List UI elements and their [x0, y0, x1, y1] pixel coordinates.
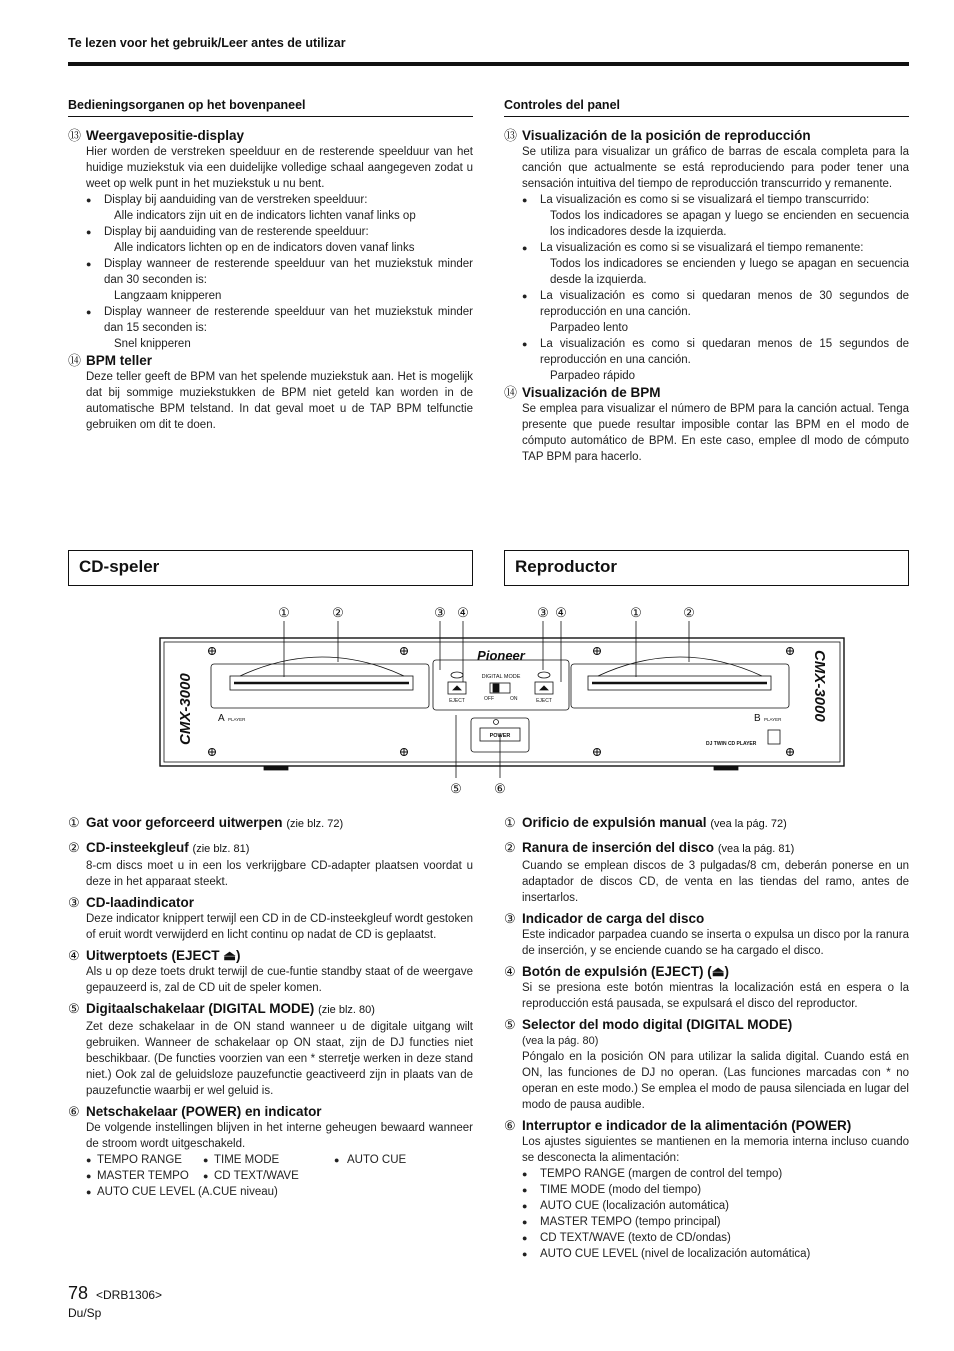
- bullet-item: ● La visualización es como si quedaran menos de 30 segundos de reproducción en una canción.: [522, 288, 909, 320]
- callout-3-left: ③: [434, 605, 446, 620]
- setting-item: ● AUTO CUE: [334, 1152, 474, 1168]
- item-title: Indicador de carga del disco: [522, 911, 705, 926]
- item-14-es: [504, 384, 909, 465]
- bullet-item: ● Display bij aanduiding van de verstreken speelduur:: [86, 192, 473, 208]
- switch-on-label: ON: [510, 696, 518, 702]
- bottom-left-column: [68, 814, 473, 1200]
- bullet-item: ● Display wanneer de resterende speelduur van het muziekstuk minder dan 30 seconden is:: [86, 256, 473, 288]
- callout-2-left: ②: [332, 605, 344, 620]
- part-1-nl: [68, 814, 473, 833]
- part-6-nl: [68, 1103, 473, 1200]
- player-b-label: B: [754, 713, 761, 724]
- item-title: Botón de expulsión (EJECT) (⏏): [522, 964, 730, 979]
- item-title: Uitwerptoets (EJECT ⏏): [86, 948, 241, 963]
- setting-item: ● TIME MODE: [203, 1152, 334, 1168]
- item-number: ⑥: [504, 1118, 516, 1133]
- callout-4-right: ④: [555, 605, 567, 620]
- item-number: ⑤: [68, 1001, 80, 1016]
- bullet-sub: Alle indicators lichten op en de indicators doven vanaf links: [114, 242, 415, 254]
- setting-item: ● TEMPO RANGE: [86, 1152, 203, 1168]
- item-ref: (vea la pág. 72): [710, 818, 787, 830]
- part-3-es: [504, 910, 909, 959]
- bullet-item: ● Display bij aanduiding van de resterende speelduur:: [86, 224, 473, 240]
- item-text: De volgende instellingen blijven in het interne geheugen bewaard wanneer de stroom wordt uitgeschakeld.: [86, 1122, 473, 1150]
- part-2-es: [504, 839, 909, 906]
- item-13-es: [504, 127, 909, 384]
- player-b-suffix: PLAYER: [764, 717, 782, 722]
- setting-item: ● CD TEXT/WAVE: [203, 1168, 334, 1184]
- power-label: POWER: [489, 733, 511, 739]
- item-ref: (vea la pág. 80): [522, 1035, 599, 1047]
- top-left-column: [68, 97, 473, 433]
- player-a-suffix: PLAYER: [228, 717, 246, 722]
- bullet-sub: Parpadeo rápido: [550, 370, 636, 382]
- item-number: ⑥: [68, 1104, 80, 1119]
- part-1-es: [504, 814, 909, 833]
- item-number: ③: [504, 911, 516, 926]
- item-number: ①: [68, 815, 80, 830]
- bullet-item: ● TIME MODE (modo del tiempo): [522, 1182, 909, 1198]
- item-title: Digitaalschakelaar (DIGITAL MODE): [86, 1001, 315, 1016]
- item-title: Weergavepositie-display: [86, 128, 245, 143]
- item-number: ⑭: [504, 385, 518, 400]
- digital-mode-label: DIGITAL MODE: [481, 674, 521, 680]
- item-title: BPM teller: [86, 353, 153, 368]
- item-number: ④: [68, 948, 80, 963]
- bullet-item: ● La visualización es como si quedaran menos de 15 segundos de reproducción en una canción.: [522, 336, 909, 368]
- bullet-sub: Todos los indicadores se encienden y luego se apagan en secuencia desde la izquierda.: [550, 258, 909, 286]
- item-ref: (zie blz. 72): [286, 818, 344, 830]
- cd-logo-icon: [768, 730, 780, 744]
- bullet-item: ● AUTO CUE LEVEL (nivel de localización automática): [522, 1246, 909, 1262]
- bullet-item: ● TEMPO RANGE (margen de control del tempo): [522, 1166, 909, 1182]
- item-text: Se utiliza para visualizar un gráfico de barras de escala completa para la canción que actualmente se está reproduciendo para poder tener una sensación intuitiva del tiempo de reproducción transcurrido y remanente.: [522, 146, 909, 190]
- item-text: Hier worden de verstreken speelduur en de resterende speelduur van het huidige muziekstuk via een duidelijke volledige schaal aangegeven zodat u weet op welk punt in het muziekstuk u nu bent.: [86, 146, 473, 190]
- item-ref: (zie blz. 81): [192, 843, 250, 855]
- item-title: CD-laadindicator: [86, 895, 195, 910]
- item-title: Netschakelaar (POWER) en indicator: [86, 1104, 322, 1119]
- part-4-es: [504, 963, 909, 1012]
- item-title: CD-insteekgleuf: [86, 840, 189, 855]
- bullet-item: ● MASTER TEMPO (tempo principal): [522, 1214, 909, 1230]
- part-5-nl: [68, 1000, 473, 1099]
- item-text: Cuando se emplean discos de 3 pulgadas/8 cm, deberán ponerse en un adaptador de discos CD, de venta en las tiendas del ramo, antes de insertarlos.: [522, 860, 909, 904]
- bullet-item: ● Display wanneer de resterende speelduur van het muziekstuk minder dan 15 seconden is:: [86, 304, 473, 336]
- item-14-nl: [68, 352, 473, 433]
- callout-2-right: ②: [683, 605, 695, 620]
- bullet-sub: Snel knipperen: [114, 338, 191, 350]
- item-text: Deze indicator knippert terwijl een CD in de CD-insteekgleuf wordt gestoken of eruit wordt verwijderd en licht continu op nadat de CD is geplaatst.: [86, 913, 473, 941]
- item-title: Selector del modo digital (DIGITAL MODE): [522, 1017, 793, 1032]
- section-reproductor: Reproductor: [504, 550, 909, 586]
- cd-player-diagram: [0, 600, 954, 800]
- item-number: ⑭: [68, 353, 82, 368]
- item-number: ②: [68, 840, 80, 855]
- item-number: ⑬: [68, 128, 82, 143]
- item-number: ②: [504, 840, 516, 855]
- item-text: 8-cm discs moet u in een los verkrijgbare CD-adapter plaatsen voordat u deze in het apparaat steekt.: [86, 860, 473, 888]
- callout-1-left: ①: [278, 605, 290, 620]
- page-header-title: Te lezen voor het gebruik/Leer antes de utilizar: [68, 36, 346, 50]
- item-13-nl: [68, 127, 473, 352]
- item-title: Gat voor geforceerd uitwerpen: [86, 815, 283, 830]
- page-number: 78: [68, 1283, 89, 1303]
- item-text: Als u op deze toets drukt terwijl de cue-funtie standby staat of de weergave gepauzeerd is, zal de CD uit de speler komen.: [86, 966, 473, 994]
- item-title: Interruptor e indicador de la alimentación (POWER): [522, 1118, 852, 1133]
- eject-label-right: EJECT: [536, 698, 552, 704]
- bullet-item: ● CD TEXT/WAVE (texto de CD/ondas): [522, 1230, 909, 1246]
- document-code: <DRB1306>: [96, 1288, 163, 1302]
- item-title: Ranura de inserción del disco: [522, 840, 715, 855]
- language-code: Du/Sp: [68, 1306, 102, 1320]
- item-text: Este indicador parpadea cuando se inserta o expulsa un disco por la ranura de inserción, y se enciende cuando se ha cargado el disco.: [522, 929, 909, 957]
- player-a-label: A: [218, 713, 225, 724]
- bullet-item: ● La visualización es como si se visualizará el tiempo remanente:: [522, 240, 909, 256]
- top-right-column: [504, 97, 909, 465]
- bullet-sub: Todos los indicadores se apagan y luego se encienden en secuencia los indicadores desde la izquierda.: [550, 210, 909, 238]
- bullet-sub: Langzaam knipperen: [114, 290, 222, 302]
- item-number: ①: [504, 815, 516, 830]
- part-5-es: [504, 1016, 909, 1113]
- settings-grid: [86, 1152, 473, 1200]
- item-text: Se emplea para visualizar el número de BPM para la canción actual. Tenga presente que puede resultar imposible contar las BPM en el modo de cómputo automático de BPM. En este caso, emplee dl modo de cómputo TAP BPM para hacerlo.: [522, 403, 909, 463]
- callout-6: ⑥: [494, 781, 506, 796]
- callout-4-left: ④: [457, 605, 469, 620]
- model-right-label: CMX-3000: [811, 650, 828, 722]
- setting-item: ● AUTO CUE LEVEL (A.CUE niveau): [86, 1184, 474, 1200]
- item-ref: (vea la pág. 81): [717, 843, 795, 855]
- top-left-subhead: Bedieningsorganen op het bovenpaneel: [68, 97, 473, 117]
- item-text: Los ajustes siguientes se mantienen en la memoria interna incluso cuando se desconecta la alimentación:: [522, 1136, 909, 1164]
- header-rule: [68, 62, 909, 66]
- callout-1-right: ①: [630, 605, 642, 620]
- item-text: Deze teller geeft de BPM van het spelende muziekstuk aan. Het is mogelijk dat bij sommige muziekstukken de BPM niet geteld kan worden in de automatische BPM telstand. In dat geval moet u de TAP BPM telfunctie gebruiken om dit te doen.: [86, 371, 473, 431]
- setting-item: ● MASTER TEMPO: [86, 1168, 203, 1184]
- part-3-nl: [68, 894, 473, 943]
- item-text: Póngalo en la posición ON para utilizar la salida digital. Cuando está en ON, las funciones de DJ no operan. (Las funciones marcadas con * no operan en este modo.) Se emplea el modo de pausa silenciada en lugar del modo de pausa audible.: [522, 1051, 909, 1111]
- switch-off-label: OFF: [484, 696, 494, 702]
- section-cd-speler: CD-speler: [68, 550, 473, 586]
- item-number: ⑤: [504, 1017, 516, 1032]
- item-title: Visualización de la posición de reproducción: [522, 128, 811, 143]
- pioneer-logo: Pioneer: [477, 648, 525, 663]
- bottom-right-column: [504, 814, 909, 1262]
- eject-label-left: EJECT: [449, 698, 465, 704]
- callout-5: ⑤: [450, 781, 462, 796]
- item-number: ③: [68, 895, 80, 910]
- item-title: Orificio de expulsión manual: [522, 815, 707, 830]
- item-text: Zet deze schakelaar in de ON stand wanneer u de digitale uitgang wilt gebruiken. Wanneer de schakelaar op ON staat, zijn de DJ functies niet beschikbaar. (De functies voorzien van een * sterretje werken in deze stand niet.) Ook zal de geluidsloze pauzefunctie geactiveerd zijn in plaats van de pauzefunctie waarbij er wel geluid is.: [86, 1021, 473, 1097]
- callout-3-right: ③: [537, 605, 549, 620]
- bullet-sub: Parpadeo lento: [550, 322, 629, 334]
- item-number: ⑬: [504, 128, 518, 143]
- item-ref: (zie blz. 80): [318, 1004, 375, 1016]
- part-6-es: [504, 1117, 909, 1262]
- top-right-subhead: Controles del panel: [504, 97, 909, 117]
- part-4-nl: [68, 947, 473, 996]
- bullet-item: ● AUTO CUE (localización automática): [522, 1198, 909, 1214]
- dj-twin-label: DJ TWIN CD PLAYER: [706, 741, 757, 747]
- bullet-item: ● La visualización es como si se visualizará el tiempo transcurrido:: [522, 192, 909, 208]
- item-title: Visualización de BPM: [522, 385, 661, 400]
- part-2-nl: [68, 839, 473, 890]
- item-number: ④: [504, 964, 516, 979]
- item-text: Si se presiona este botón mientras la localización está en espera o la reproducción está pausada, se expulsará el disco del reproductor.: [522, 982, 909, 1010]
- model-left-label: CMX-3000: [177, 673, 194, 745]
- bullet-sub: Alle indicators zijn uit en de indicators lichten vanaf links op: [114, 210, 416, 222]
